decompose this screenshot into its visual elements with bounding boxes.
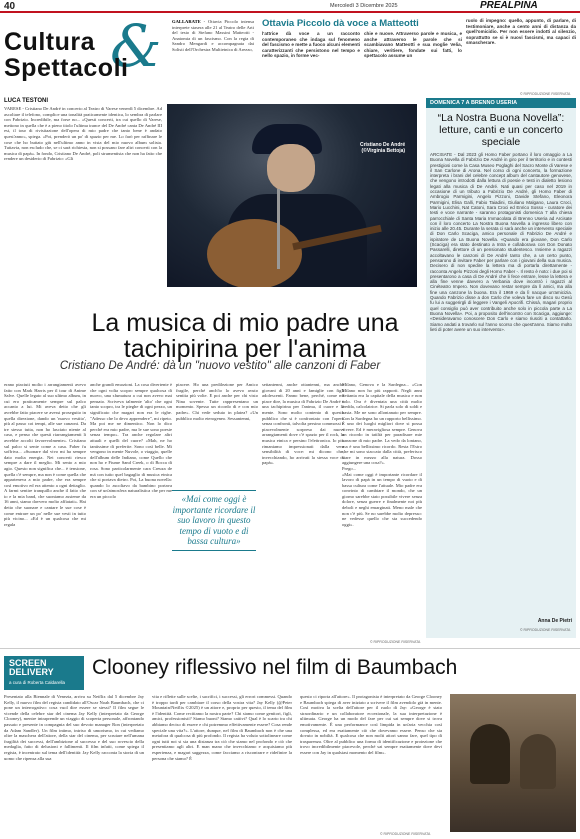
photo-caption: Cristiano De André (©Virginia Bettoja) (360, 142, 406, 154)
issue-date: Mercoledì 3 Dicembre 2025 (330, 3, 398, 9)
article-lead: VARESE - Cristiano De André in concerto al Teatro di Varese venerdì 5 dicembre. Ad ascoltare il telefono, complice una tonalità praticamente identica, lo sembra di parlare con Fabrizio. Incredibile, ma forse no... «Questi concerti, tra cui quello di Varese, mettono in quella che è a pieno titolo l'ultima trance del De André canta De André III est, il tour di rivisitazione dell'opera di mio padre che tanto bene è andato quest'anno», spiega. «Poi, prenderò un po' di spazio per me. Lo farò per raffinare le cose che ho buttato giù nell'ultimo anno in vista del mio nuovo album solista. Tuttavia, non escludo che, se ci sarà richiesta, non si possano fare altri concerti con la musica di papà». In fondo, Cristiano De André, poli strumentista che non ha fatto che rendere un desiderio di Fabrizio: «Gli (4, 106, 162, 162)
teaser-intro (172, 19, 254, 99)
teaser-title: Ottavia Piccolo dà voce a Matteotti (262, 18, 419, 29)
teaser-dateline: GALLARATE (172, 19, 201, 24)
screen-col-3: questo ci riporta all'attore». Il protagonista è interpretato da George Clooney e Baumbach spiega di aver iniziato a scrivere il film avendolo già in mente. Così motiva la scelta dell'attore per il ruolo di Jay: «George è stato straordinario e un collaboratore eccezionale, la sua interpretazione è ultimata. George ha un modo del fare per cui sai sempre dove si trova emotivamente. È una performance così limpida in un'aria vecchia così complessa, ed era esattamente ciò che dovevamo essere. Penso che sia dovuto in nobiltà. E qualcosa che non molti attori sanno fare, quel tipo di trasparenza. Oltre al pubblico una forma di identificazione e proiezione che trovo incredibilmente piacevole, perché sai sempre esattamente dove devi essere con Jay in qualsiasi momento del film». (300, 694, 442, 755)
teaser-credit: © RIPRODUZIONE RISERVATA (520, 92, 571, 96)
film-figure-2 (520, 734, 556, 789)
sidebar-band: DOMENICA 7 A BRENNO USERIA (426, 98, 576, 108)
screen-delivery-box (4, 656, 84, 690)
article-subheadline: Cristiano De André: dà un "nuovo vestito" alle canzoni di Faber (59, 360, 381, 372)
screen-credit: © RIPRODUZIONE RISERVATA (380, 832, 431, 836)
section-ampersand: & (110, 12, 162, 80)
article-col-5: Milano, Genova e la Sardegna... «Con Milano non ho più rapporti. Negli anni Settanta era la capitale della musica e non solo. Ora è diventata una città molto fredda, calcolatrice. Si parla solo di soldi e basta. Me ne sono allontanato per sempre. Con la Sardegna ho un rapporto bellissimo. È uno dei luoghi migliori dove si possa vivere. Ed è meravigliosa sempre. Genova un ricordo in tatiltà per paradisare mie canzone di mio padre. La vedo da lontano, ma è una bellissimo ricordo. Resta l'Estro che mi sono staccato dalla città, preferisco stare in mezzo alla natura. Dosso aggiungere una cosa?». Prego... «Mai come oggi è importante ricordare il lavoro di papà in un tempo di vuoto e di bassa cultura come l'attuale. Mio padre era convinto di cambiare il mondo, che un giorno sarebbe stato possibile vivere senza dolore, senza guerre e finalmente noi più deboli e neghi emarginati. Meno male che non c'è più. Se no sarebbe molto depresso: ne vedesse quello che sta succedendo oggi». (342, 382, 422, 527)
sidebar-text: ARCISATE - Dal 2023 gli Homo Faber portano il loro omaggio a La Buona Novella di Fabrizio De André in giro per il territorio e in contesti prestigiosi come la Casa Museo Poglaghi del Sacro Monte di Varese e il San Carlone di Arona. Nel corso di ogni concerto, la formazione interpreta i brani del celebre concept album del cantautore genovese, che vengono introdotti dalla lettura di poesie e testi in dialetto lesiono legati alla musica di De André. Nati quasi per caso nel 2019 in occasione di un tributo a Fabrizio De André, gli Homo Faber di Ambrogio Parmigini, Angelo Pizzoni, Davide Stefano, Eleonora Parmigini, Elisa Galli, Fabio Taiadini, Giuliano Malgano, Laura Croci, Mario Lucchini, Nat Catoni, Sara Croci ed Enrico Sosso - curatore dei testi e voce narrante - saranno protagonisti domenica 7 alla chiesa parrocchiale di Santa Maria Immacolata di Brenno Useria ad Arcisate con il loro concerto La Nostra Buona Novella a ingresso libero con inizio alle 20.45. Durante la serata ci sarà anche un intervento speciale di Don Carlo Scaciga, amico personale di Fabrizio De André e ispiratore de La Buona Novella. «Quando era giovane, Don Carlo (Scaciga) era stato destinato a Intra e collaborava con Don Donato Passarelli, direttore di un pensionato studentesco. Insieme a ragazzi accoltavano le canzoni di De André tanto che, a un certo punto, pensarono di invitare Faber per parlare con i giovani della sua musica. Decisero di non spedire la lettera ma di portarla direttamente - racconta Angelo Pizzoni degli Homo Faber -. Il resto è noto: i due poi si presentarono a casa di De André che li fece entrare, lesse la lettera e alla fine venne davvero a Verbania dove incontrò i ragazzi al Cinéteatro Impero. Non dovevano restar sempre da lì amici, ma alla fine una canzone la buona. Era il 1969 e da lì nacque un'amicizia. Quando Fabrizio disse a don Carlo che voleva fare un disco su Gesù fu lui a suggerirgli di leggere i Vangeli Apocrifi. Chissà, magari proprio quel consiglio può aver contribuito anche solo in piccola parte a La Buona Novella». Poi, a proposito dell'incontro con Scaciga, aggiunge: «Desideravamo conoscere Don Carlo e siamo riusciti a contattarlo. Siamo andati a trovarlo sul l'anno scorso che quest'anno. Siamo molto lieti di poter avere un suo intervento». (430, 152, 572, 332)
newspaper-logo: PREALPINA (480, 0, 538, 11)
article-col-2: anche grandi emozioni. La cosa divertente è che ogni volta scopro sempre qualcosa di nuovo, una sfumatura a cui non avevo mai pensato. Scriveva talmente 'alto' che ogni tanto scopro, tra le pieghe di ogni pezzo, un significato che magari non era le righe. "Adesso che lo devo apprendere", mi ripeto. Ma poi me ne dimentico. Non lo dico perché era mio padre, ma le sue sono poesie senza tempo». Tra anche regolare altri attuali e quelli del cuore? «Mah, ne ho tantissime di preferite. Sono così belle. Mi vengono in mente Nuvole, o viaggio, quelle dell'album delle Indiano, come Quello che non ho e Fiume Sand Creek, o di Bocca di rosa. Sono particolarmente cara Creuza de mä con tutto quel bagaglio di musica etnica che si portava dietro. Poi, La buona novella: quando lo ascoltavo da bambino portava con sé un'atmosfera naturalistica che per me era un piccolo (90, 382, 172, 499)
microphone-icon (277, 189, 280, 269)
film-figure-1 (470, 724, 510, 784)
section-title-spettacoli: Spettacoli (4, 54, 129, 82)
article-credit: © RIPRODUZIONE RISERVATA (370, 640, 421, 644)
photo-face (267, 144, 315, 192)
screen-delivery-line1: SCREEN (9, 658, 47, 668)
teaser-intro-text: - Ottavia Piccolo intensa interprete stasera alle 21 al Teatro delle Arti del testo di Stefano Massini Matteotti - Anatomia di un fascismo. Con la regia di Sandro Mengardi e accompagnata dai Solisti dell'Orchestra Multietnica di Arezzo, (172, 19, 254, 52)
sidebar-title: “La Nostra Buona Novella”: letture, canti e un concerto speciale (437, 112, 565, 148)
screen-delivery-line2: DELIVERY (9, 667, 54, 677)
teaser-col-2: chie e nuove. Attraverso parole e musica, e anche attraverso le parole che si scambiavano Matteotti e sua moglie Velia, chiare, veritiere, fondate sui fatti, lo spettacolo assume un (364, 31, 462, 59)
article-col-1: erano piaciuti molto i arrangiamenti avevo fatto con Mark Harris per il tour di Anime Salve. Quelle legato al suo ultimo album, in cui ero praticamente sempre sul palco accanto a lui. Mi aveva detto che gli avrebbe fatto piacere se avessi proseguito in quella direzione, dando un 'nuovo vestito', più al passo coi tempi, alle sue canzoni. Da tre stesso tutta, non ho lasciato niente al caso, e penso che questi riarrangiamenti li avrebbe accolti favorevolmente». Cristiano sul palco si sente come a casa. Faber fu soffriva... «Suonare dal vivo mi ha sempre dato molta energia. Nei concerti riesco sempre a dare il meglio. Mi sento a mio agio. Questo non significa che... è tensione, quella c'è sempre, ma non è come quella che apparteneva a mio padre, che era sempre così emotivo ed era attento a ogni dettaglio. A farmi sentire tranquillo anche il fatto che io e la mia band, che suoniamo assieme da 16 anni, siamo davvero molto affiatati». Hai detto che suonare e cantare le sue cose è come entrare un po' nelle sue vesti in tutto più vicino... «Ed è un qualcosa che mi regala (4, 382, 86, 527)
teaser-col-1: l'attrice dà voce a un racconto contemporaneo che indaga sul fenomeno del fascismo e mette a fuoco alcuni elementi caratterizzanti che persistono nel tempo e nello spazio, in forme vec- (262, 31, 360, 59)
concert-photo (167, 104, 417, 287)
article-col-4: settantenni, anche ottantenni, ma anche giovani di 20 anni e famiglie con figli adolescenti. Fanno bene, perché, come mi piace dire, la musica di Fabrizio De André è una tachipirina per l'anima, il cuore e la mente. Sono molto contento di questo pubblico che si è confrontato con l'opera senza confronti, talvolta persino commossi e piacevolmente sorpreso dai nuovi arrangiamenti dove c'è spazio per il rock, la musica etnica e persino l'elettronica. Io più rimaniamo impressionati dalla vera sensibilità di voce: mi dicono che, invecchiando, ho arrivati la stessa voce di papà». (262, 382, 344, 466)
sidebar-signature: Anna De Pietri (537, 618, 572, 624)
article-headline: La musica di mio padre una tachipirina per l'anima (91, 309, 399, 363)
pull-quote: «Mai come oggi è importante ricordare il suo lavoro in questo tempo di vuoto e di bassa cultura» (172, 490, 256, 551)
screen-delivery-byline: a cura di Roberta Caldarella (9, 680, 66, 685)
film-still-photo (450, 694, 576, 832)
sidebar-credit: © RIPRODUZIONE RISERVATA (520, 628, 571, 632)
section-divider (0, 648, 580, 649)
teaser-col-3: ruolo di impegno: quello, appunto, di parlare, di testimoniare, anche a cento anni di distanza da quell'omicidio. Per non essere indotti al silenzio, soprattutto se si è nuovi fascismi, ma capaci di smascherare. (466, 18, 576, 46)
screen-col-2: vita e riflette sulle scelte, i sacrifici, i successi, gli errori commessi. Quando è troppo tardi per cambiare il corso della vostra vita? Jay Kelly (@Peter Mountain/Netflix ©2025) è un attore e, proprio per questo, il tema del film è l'identità. Come recitiamo la nostra parte? Chi siamo come genitori, figli, amici, professionisti? Siamo buoni? Siamo cattivi? Qual è lo scarto tra chi abbiamo deciso di essere e chi potremmo effettivamente essere? Cosa rende speciale una vita?». L'attore, dunque, nel film di Baumbach non è che una metafora di qualcosa di più profondo. Il regista ha voluto sottolineare come ogni tutti noi si sia una distanza tra ciò che siamo nel profondo e ciò che presentiamo agli altri. E man mano che invecchiamo e acquisiamo più esperienza, e magari saggezza, come facciamo a riscontrare e ridefinire la persona che siamo? È (152, 694, 292, 761)
page-number: 40 (4, 1, 16, 12)
article-byline (4, 98, 48, 104)
author-name: LUCA TESTONI (4, 98, 49, 104)
guitar-icon (207, 219, 302, 287)
article-col-3: piacere. Ho una predilezione per Amico fragile, perché anch'io lo avevo avuto sentita più volte. E poi anche per chi visto Nina sovente. Tutte rappresentano un momento. Spesso un ricordo di e con mio padre». Chi vede seduto in platea? «Un pubblico molto eterogeneo. Sessantenni, (176, 382, 258, 421)
screen-headline: Clooney riflessivo nel film di Baumbach (92, 656, 458, 679)
section-title-cultura: Cultura (4, 28, 95, 56)
screen-col-1: Presentato alla Biennale di Venezia, arriva su Netflix dal 5 dicembre Jay Kelly, il nuovo film del regista candidato all'Oscar Noah Baumbach, che ci pone un interrogativo: cosa vuol dire essere se stessi? Il film segue le vicende della celebre star del cinema Jay Kelly (interpretato da George Clooney), mentre intraprende un viaggio di scoperta personale, affrontando passato e presente in compagnia del suo devoto manager Ron (interpretato da Adam Sandler). Un film intimo, intriso di umorismo, in cui vediamo oltre la maschera dell'attore, della star del cinema, per scrutare nell'umana fragilità dei successi, dell'ambizione al successo e del suo rovescio della medaglia, fatto di delusioni e fallimenti. Il film infatti, come spiega il regista, è incentrato sul tema dell'identità: Jay Kelly racconta la storia di un uomo che ripensa alla sua (4, 694, 144, 761)
